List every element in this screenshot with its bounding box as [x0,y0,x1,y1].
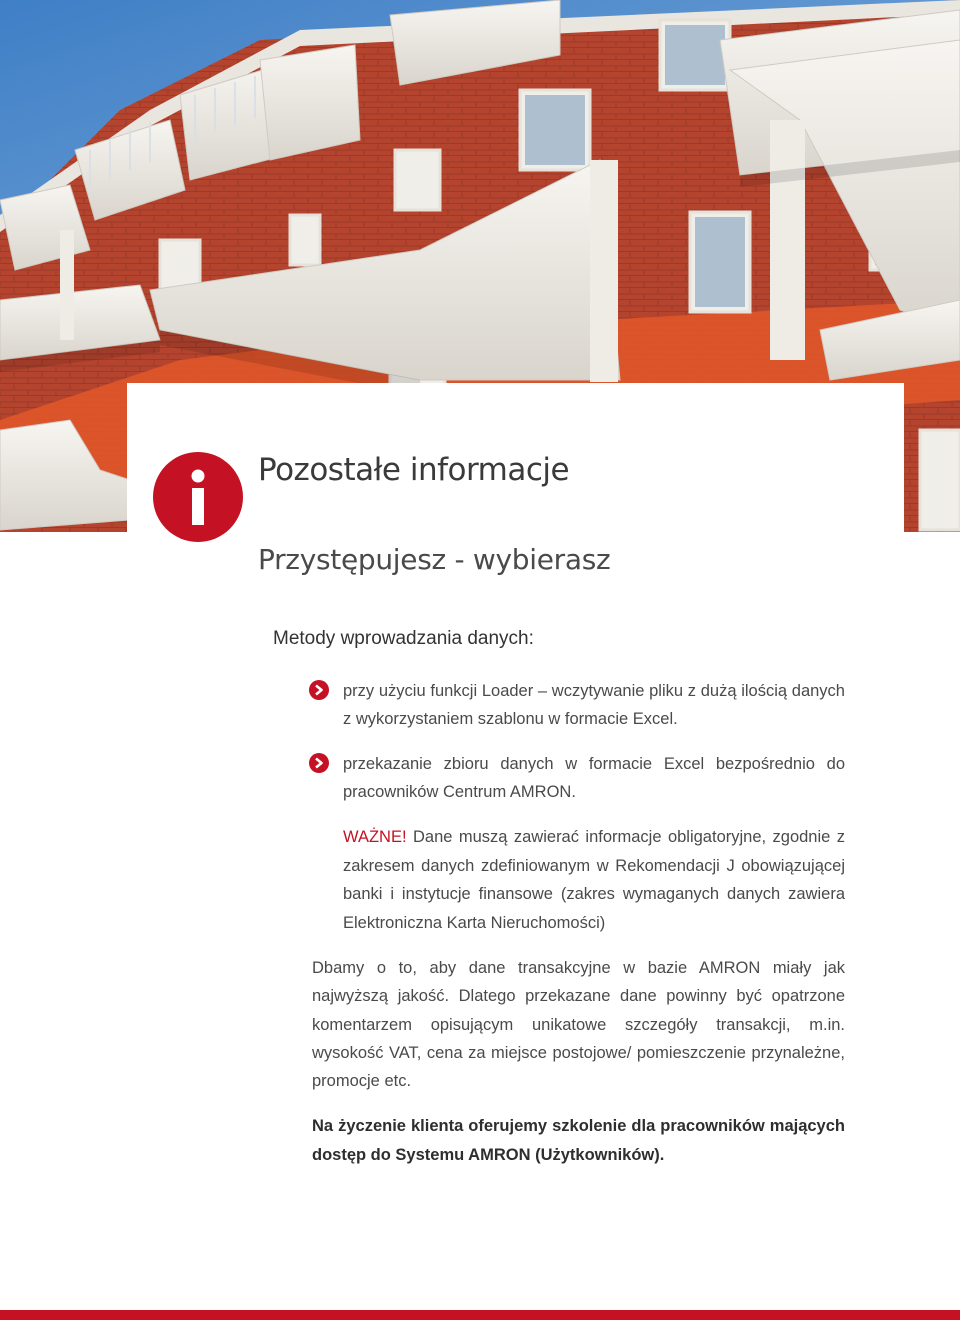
methods-heading: Metody wprowadzania danych: [273,628,534,649]
list-item-text: przekazanie zbioru danych w formacie Excel bezpośrednio do pracowników Centrum AMRON. [343,755,845,801]
quality-paragraph: Dbamy o to, aby dane transakcyjne w bazie AMRON miały jak najwyższą jakość. Dlatego przekazane dane powinny być opatrzone komentarzem opisującym unikatowe szczegóły transakcji, m.in. wysokość VAT, cena za miejsce postojowe/ pomieszczenie przynależne, promocje etc. [312,959,845,1091]
footer-bar [0,1310,960,1320]
section-title: Pozostałe informacje [258,452,570,488]
important-note [343,823,845,937]
chevron-right-icon [309,753,329,773]
list-item [309,750,845,806]
list-item-text: przy użyciu funkcji Loader – wczytywanie pliku z dużą ilością danych z wykorzystaniem szablonu w formacie Excel. [343,682,845,728]
subtitle: Przystępujesz - wybierasz [258,543,611,576]
training-paragraph: Na życzenie klienta oferujemy szkolenie dla pracowników mających dostęp do Systemu AMRON (Użytkowników). [312,1117,845,1164]
important-text: Dane muszą zawierać informacje obligatoryjne, zgodnie z zakresem danych zdefiniowanym w Rekomendacji J obowiązującej banki i instytucje finansowe (zakres wymaganych danych zawiera Elektroniczna Karta Nieruchomości) [343,828,845,932]
list-item [309,677,845,733]
info-icon [153,452,243,542]
chevron-right-icon [309,680,329,700]
important-label: WAŻNE! [343,828,407,846]
